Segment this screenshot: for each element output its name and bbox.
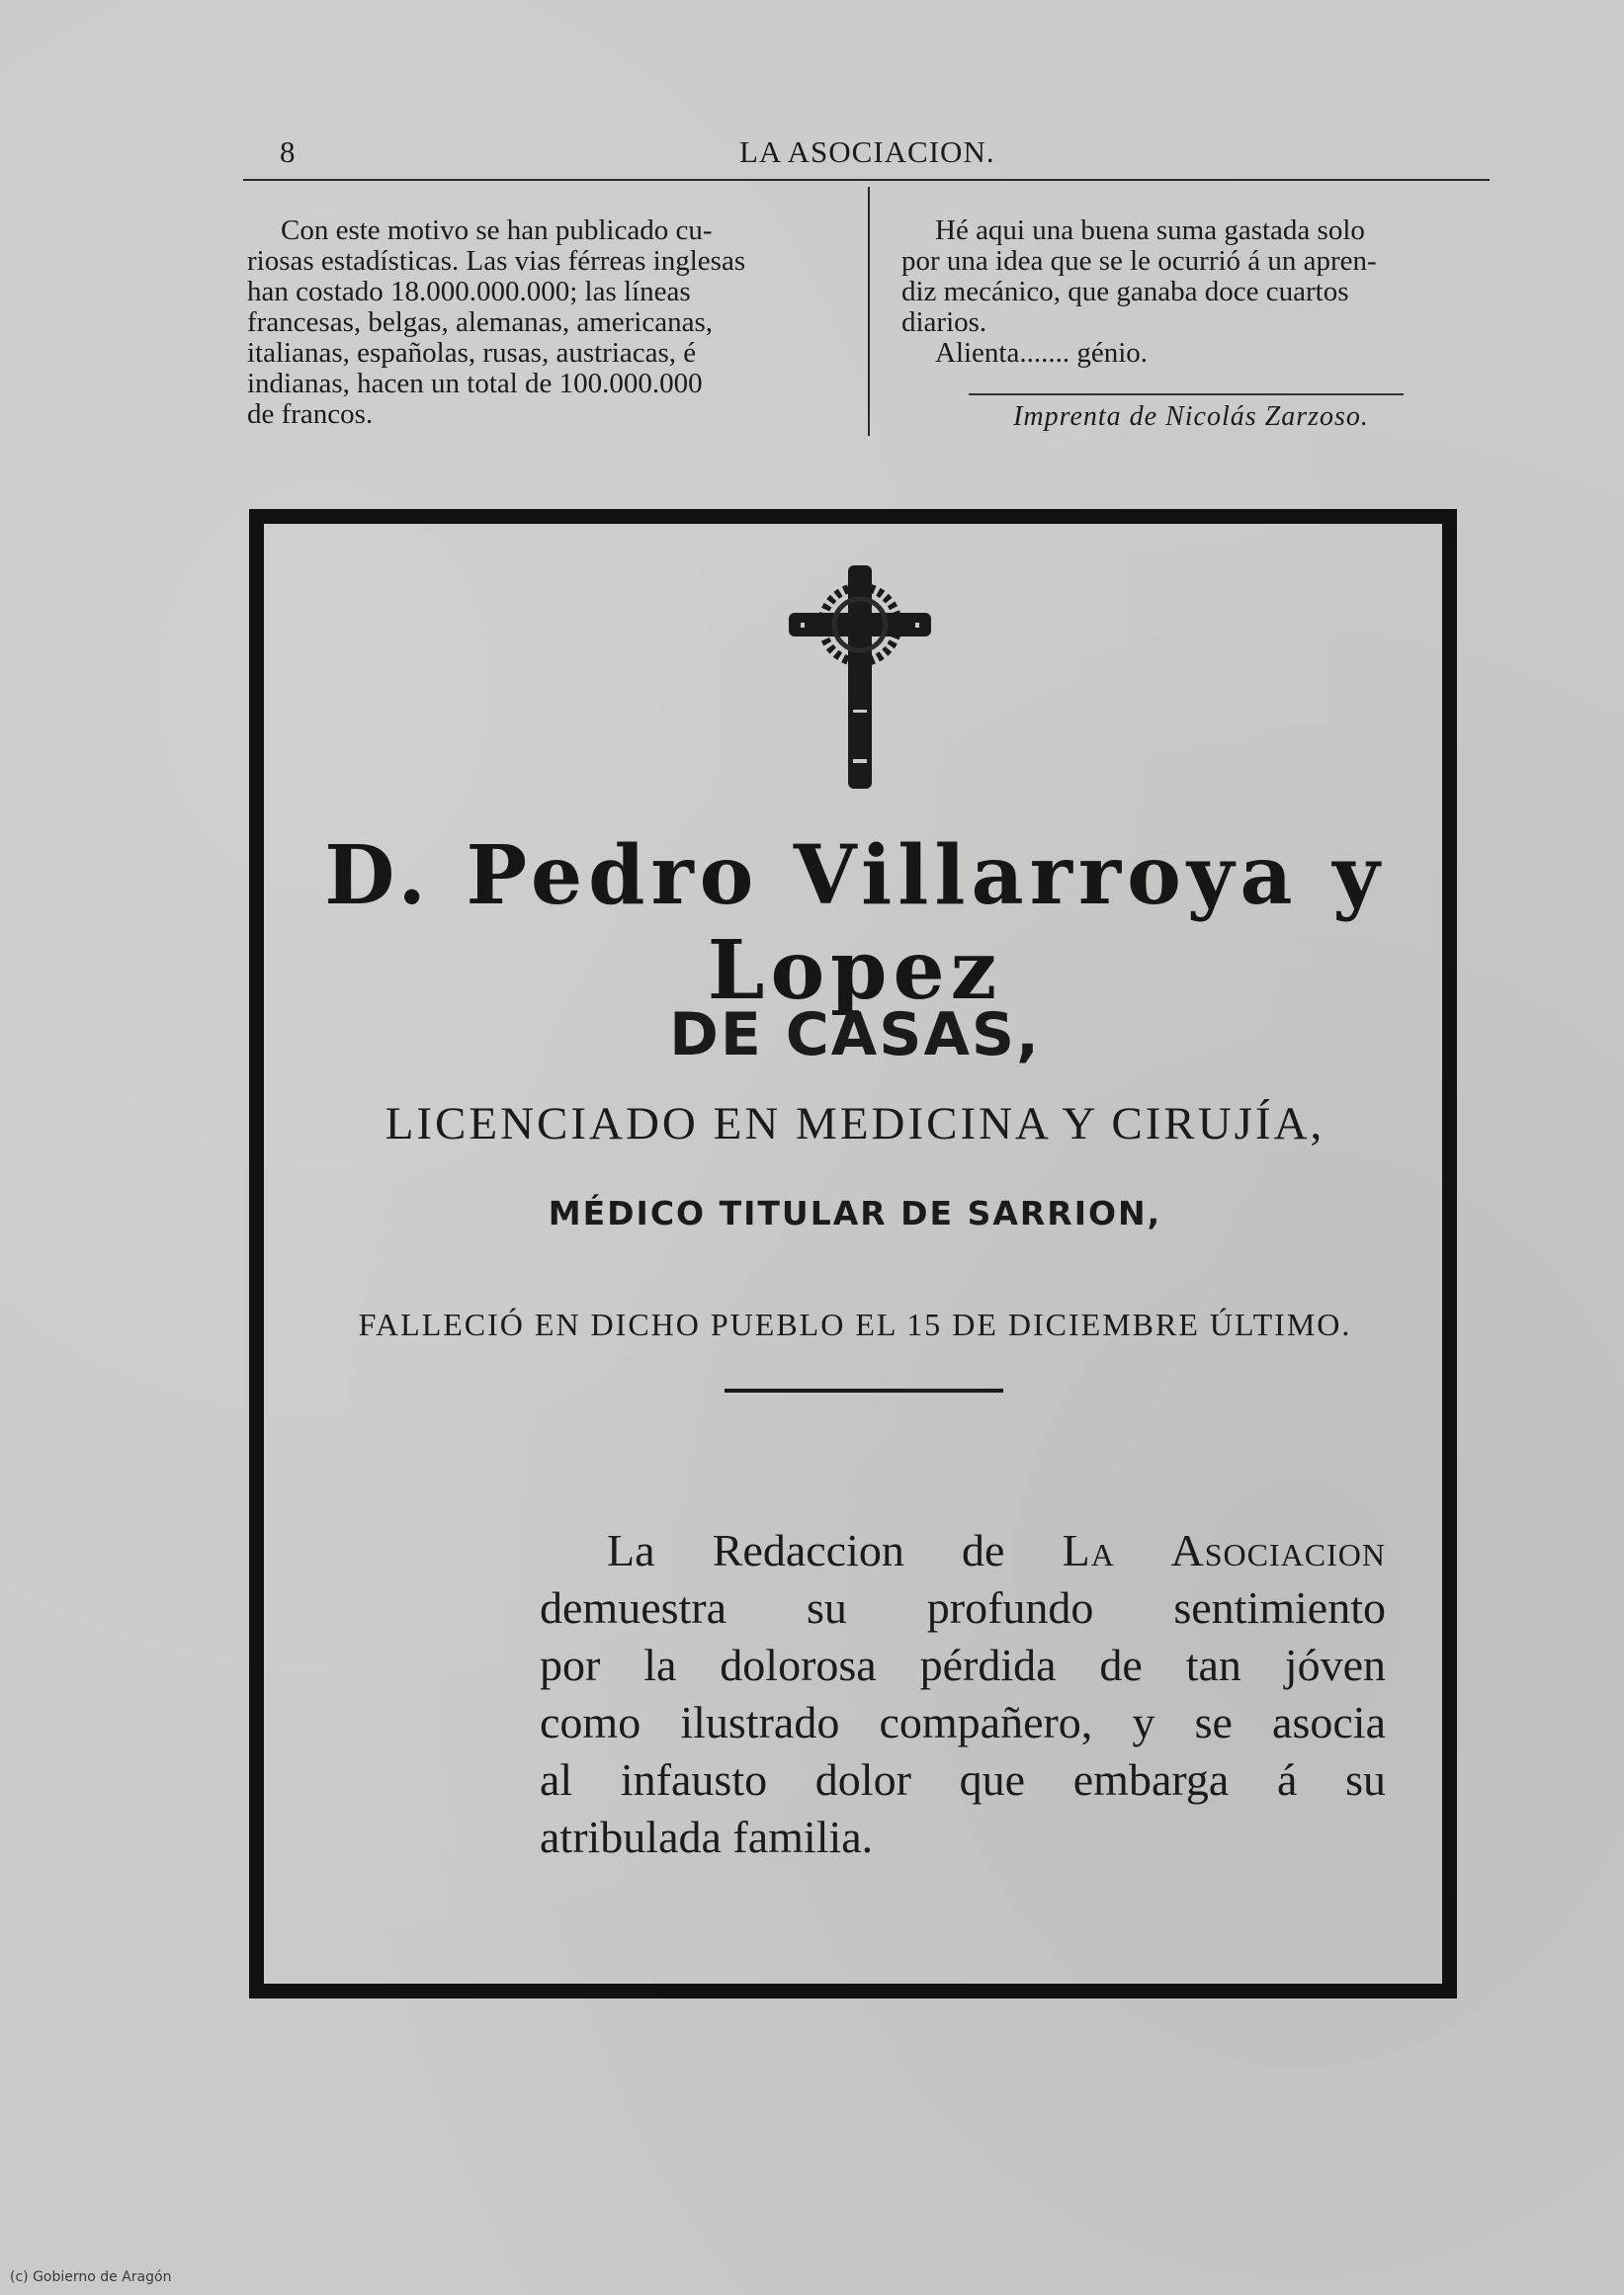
position-line: MÉDICO TITULAR DE SARRION, [548, 1194, 1162, 1232]
left-line: de francos. [247, 398, 374, 430]
tribute-paragraph [540, 1522, 1386, 1866]
left-line: Con este motivo se han publicado cu- [281, 214, 713, 246]
left-column [247, 215, 834, 430]
publication-title: LA ASOCIACION. [739, 134, 995, 169]
right-line: diarios. [901, 306, 987, 338]
degree-line: LICENCIADO EN MEDICINA Y CIRUJÍA, [385, 1098, 1325, 1149]
tribute-line: demuestra su profundo sentimiento [540, 1582, 1386, 1633]
page-number: 8 [280, 134, 296, 169]
tribute-line: como ilustrado compañero, y se asocia [540, 1697, 1386, 1747]
header-rule [243, 179, 1490, 181]
left-line: han costado 18.000.000.000; las líneas [247, 276, 691, 307]
column-divider [868, 187, 870, 436]
left-line: riosas estadísticas. Las vias férreas inglesas [247, 245, 746, 277]
tribute-line-first [540, 1522, 1386, 1579]
right-column [901, 215, 1489, 369]
tribute-line: por la dolorosa pérdida de tan jóven [540, 1640, 1386, 1690]
right-line: por una idea que se le ocurrió á un apren- [901, 245, 1377, 277]
left-line: italianas, españolas, rusas, austriacas, é [247, 337, 697, 369]
copyright-credit: (c) Gobierno de Aragón [10, 2269, 172, 2285]
tribute-line: atribulada familia. [540, 1812, 874, 1862]
imprint-rule [969, 393, 1404, 395]
tribute-line: al infausto dolor que embarga á su [540, 1754, 1386, 1805]
publication-name: La Asociacion [1062, 1525, 1386, 1575]
imprint-line: Imprenta de Nicolás Zarzoso. [1013, 401, 1369, 432]
surname-line: DE CASAS, [669, 1000, 1041, 1069]
separator-rule [725, 1389, 1003, 1393]
crucifix-icon [781, 561, 939, 799]
right-line: Hé aqui una buena suma gastada solo [935, 214, 1365, 246]
death-notice: FALLECIÓ EN DICHO PUEBLO EL 15 DE DICIEMBRE ÚLTIMO. [358, 1307, 1352, 1342]
deceased-name: D. Pedro Villarroya y Lopez [324, 828, 1386, 1018]
left-line: francesas, belgas, alemanas, americanas, [247, 306, 714, 338]
right-closing: Alienta....... génio. [935, 337, 1149, 369]
left-line: indianas, hacen un total de 100.000.000 [247, 368, 703, 399]
tribute-line: La Redaccion de [607, 1525, 1005, 1575]
right-line: diz mecánico, que ganaba doce cuartos [901, 276, 1349, 307]
